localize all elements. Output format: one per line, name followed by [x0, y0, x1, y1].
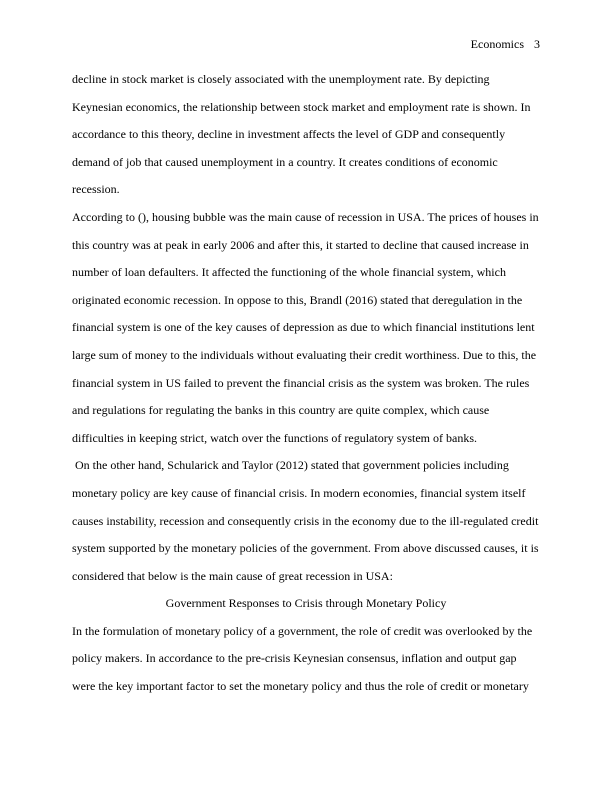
page-number: 3: [534, 37, 540, 51]
running-title: Economics: [470, 37, 524, 51]
paragraph-2: According to (), housing bubble was the main cause of recession in USA. The prices of houses in this country was at peak in early 2006 and after this, it started to decline that caused increase in number of loan defaulters. It affected the functioning of the whole financial system, which originated economic recession. In oppose to this, Brandl (2016) stated that deregulation in the financial system is one of the key causes of depression as due to which financial institutions lent large sum of money to the individuals without evaluating their credit worthiness. Due to this, the financial system in US failed to prevent the financial crisis as the system was broken. The rules and regulations for regulating the banks in this country are quite complex, which cause difficulties in keeping strict, watch over the functions of regulatory system of banks.: [72, 209, 539, 445]
section-heading: Government Responses to Crisis through Monetary Policy: [165, 596, 447, 611]
paragraph-3: On the other hand, Schularick and Taylor (2012) stated that government policies including monetary policy are key cause of financial crisis. In modern economies, financial system itself causes instability, recession and consequently crisis in the economy due to the ill-regulated credit system supported by the monetary policies of the government. From above discussed causes, it is considered that below is the main cause of great recession in USA:: [72, 458, 542, 583]
paragraph-4: In the formulation of monetary policy of a government, the role of credit was overlooked by the policy makers. In accordance to the pre-crisis Keynesian consensus, inflation and output gap were the key important factor to set the monetary policy and thus the role of credit or monetary: [72, 623, 533, 694]
running-header: [471, 36, 540, 52]
document-body: [72, 66, 540, 701]
paragraph-1: decline in stock market is closely associated with the unemployment rate. By depicting Keynesian economics, the relationship between stock market and employment rate is shown. In accordance to this theory, decline in investment affects the level of GDP and consequently demand of job that caused unemployment in a country. It creates conditions of economic recession.: [72, 72, 531, 197]
